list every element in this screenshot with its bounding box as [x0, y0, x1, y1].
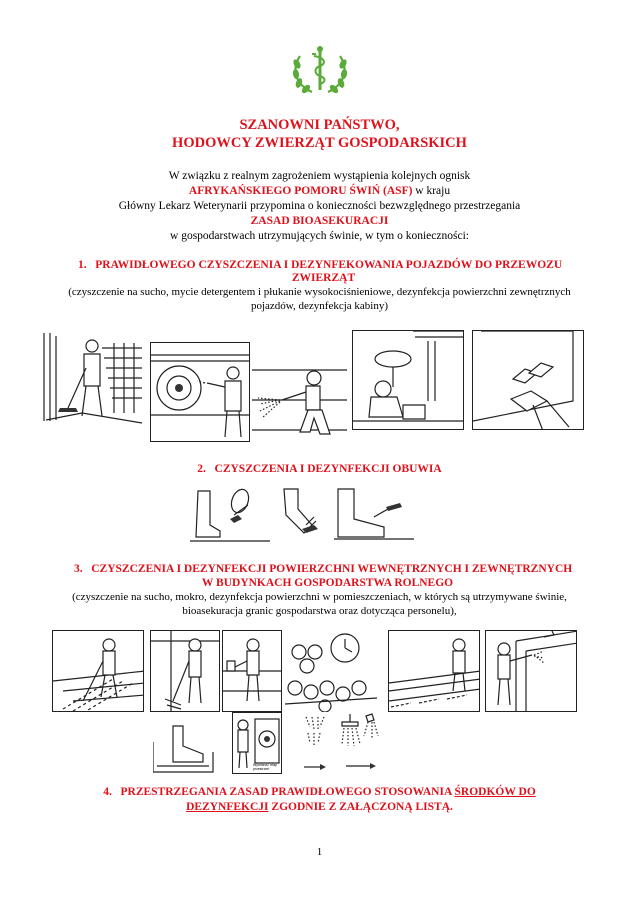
- illustration-disinfectant-product: [232, 712, 282, 774]
- section-4-number: 4.: [103, 786, 112, 798]
- section-1-number: 1.: [78, 259, 87, 271]
- section-4-title: [0, 785, 639, 799]
- logo: [290, 42, 350, 98]
- section-3-desc-line-2: bioasekuracja granic gospodarstwa oraz dotycząca personelu),: [182, 605, 457, 617]
- section-1-desc-line-1: (czyszczenie na sucho, mycie detergentem i płukanie wysokociśnieniowe, dezynfekcja powierzchni zewnętrznych: [68, 286, 571, 298]
- illustration-boot-brush-rinse: [334, 487, 414, 544]
- section-1-desc-line-2: pojazdów, dezynfekcja kabiny): [250, 300, 389, 312]
- page-number: 1: [316, 846, 323, 858]
- section-2-number: 2.: [197, 463, 206, 475]
- heading-line-2: HODOWCY ZWIERZĄT GOSPODARSKICH: [172, 135, 467, 151]
- intro-line-5: w gospodarstwach utrzymujących świnie, w tym o konieczności:: [170, 230, 469, 242]
- illustration-pressure-washing: [252, 360, 347, 445]
- section-3-desc-line-1: (czyszczenie na sucho, mokro, dezynfekcja powierzchni w pomieszczeniach, w których są utrzymywane świnie,: [72, 591, 567, 603]
- illustration-cabin-wiping: [472, 330, 584, 430]
- illustration-cabin-disinfection: [352, 330, 464, 430]
- section-3-title-line-1: CZYSZCZENIA I DEZYNFEKCJI POWIERZCHNI WEWNĘTRZNYCH I ZEWNĘTRZNYCH: [91, 563, 573, 575]
- illustration-caption: Wymiana i etap przestrzeń: [253, 763, 278, 771]
- illustration-mist-spray: [300, 715, 330, 775]
- intro-line-4: ZASAD BIOASEKURACJI: [250, 215, 389, 227]
- intro-line-1: W związku z realnym zagrożeniem wystąpienia kolejnych ognisk: [168, 170, 471, 182]
- illustration-timer-disinfection: [285, 630, 377, 712]
- illustration-border-biosecurity: [388, 630, 480, 712]
- veterinary-caduceus-wreath-icon: [290, 42, 350, 98]
- illustration-floor-scraping: [52, 630, 144, 712]
- section-4-title-part-4: ZGODNIE Z ZAŁĄCZONĄ LISTĄ.: [268, 801, 453, 813]
- section-4-title-part-2: ŚRODKÓW DO: [454, 786, 536, 798]
- illustration-dry-cleaning-vehicle: [42, 328, 147, 428]
- illustration-sweeping: [150, 630, 220, 712]
- section-1-title-line-1: PRAWIDŁOWEGO CZYSZCZENIA I DEZYNFEKOWANIA POJAZDÓW DO PRZEWOZU: [95, 259, 563, 271]
- illustration-boot-scrubbing: [190, 487, 270, 544]
- heading-line-1: SZANOWNI PAŃSTWO,: [239, 117, 400, 133]
- illustration-footbath: [153, 722, 223, 780]
- illustration-sole-brushing: [272, 487, 332, 544]
- section-2-title-line-1: CZYSZCZENIA I DEZYNFEKCJI OBUWIA: [214, 463, 442, 475]
- section-2-title: [0, 462, 639, 476]
- illustration-washing-vehicle-wheel: [150, 342, 250, 442]
- intro-line-2: [0, 184, 639, 199]
- section-3-title: [74, 562, 572, 576]
- asf-name: AFRYKAŃSKIEGO POMORU ŚWIŃ (ASF): [188, 185, 413, 197]
- section-4-title-part-1: PRZESTRZEGANIA ZASAD PRAWIDŁOWEGO STOSOWANIA: [120, 786, 455, 798]
- illustration-personnel-spraying: [485, 630, 577, 712]
- section-1-title: [78, 258, 562, 272]
- section-4-title-part-3: DEZYNFEKCJI: [186, 801, 269, 813]
- section-1-title-line-2: ZWIERZĄT: [291, 272, 356, 284]
- intro-line-3: Główny Lekarz Weterynarii przypomina o konieczności bezwzględnego przestrzegania: [118, 200, 521, 212]
- illustration-shower-spray: [340, 712, 382, 774]
- section-4-title-line-2: [0, 800, 639, 814]
- section-3-number: 3.: [74, 563, 83, 575]
- section-3-title-line-2: W BUDYNKACH GOSPODARSTWA ROLNEGO: [201, 577, 454, 589]
- intro-line-2-rest: w kraju: [412, 185, 451, 197]
- illustration-washing-pen: [222, 630, 282, 712]
